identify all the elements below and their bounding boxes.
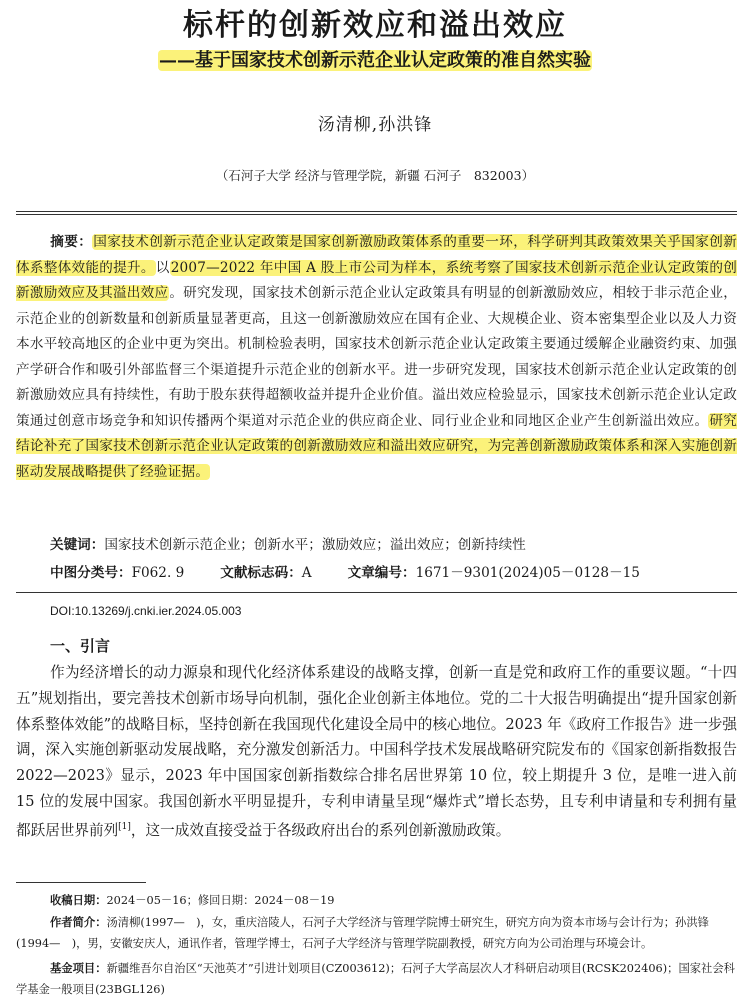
doccode-label: 文献标志码：	[220, 565, 302, 581]
intro-text: 作为经济增长的动力源泉和现代化经济体系建设的战略支撑，创新一直是党和政府工作的重要议题。“十四五”规划指出，要完善技术创新市场导向机制，强化企业创新主体地位。党的二十大报告明确提出“提升国家创新体系整体效能”的战略目标，坚持创新在我国现代化建设全局中的核心地位。2023 年《政府工作报告》进一步强调，深入实施创新驱动发展战略，充分激发创新活力。中国科学技术发展战略研究院发布的《国家创新指数报告 2022—2023》显示，2023 年中国国家创新指数综合排名居世界第 10 位，较上期提升 3 位，是唯一进入前 15 位的发展中国家。我国创新水平明显提升，专利申请量呈现“爆炸式”增长态势，且专利申请量和专利拥有量都跃居世界前列	[16, 664, 737, 839]
clc-label: 中图分类号：	[50, 565, 132, 581]
divider-bottom	[16, 592, 737, 593]
keywords	[50, 534, 740, 556]
affiliation: （石河子大学 经济与管理学院，新疆 石河子 832003）	[215, 168, 535, 183]
footnote-divider	[16, 882, 146, 883]
footnote-dates	[50, 890, 740, 911]
fund-label: 基金项目：	[50, 962, 107, 975]
paper-subtitle	[0, 48, 750, 74]
abstract	[16, 230, 737, 485]
classification-line	[50, 562, 740, 584]
dates-label: 收稿日期：	[50, 894, 107, 907]
abstract-text-1: 以	[155, 259, 170, 276]
authors: 汤清柳,孙洪锋	[317, 115, 433, 135]
fund-text: 新疆维吾尔自治区“天池英才”引进计划项目(CZ003612)；石河子大学高层次人才科研启动项目(RCSK202406)；国家社会科学基金一般项目(23BGL126)	[16, 962, 735, 996]
footnote-funding	[16, 958, 737, 1000]
keywords-text: 国家技术创新示范企业；创新水平；激励效应；溢出效应；创新持续性	[104, 537, 526, 553]
clc-value: F062. 9	[131, 565, 185, 581]
abstract-highlight-3: 研究结论补充了国家技术创新示范企业认定政策的创新激励效应和溢出效应研究，为完善创新激励政策体系和深入实施创新驱动发展战略提供了经验证据。	[16, 412, 738, 480]
article-number-label: 文章编号：	[347, 565, 416, 581]
doi: DOI:10.13269/j.cnki.ier.2024.05.003	[50, 604, 242, 618]
footnote-author-bio	[16, 912, 737, 954]
intro-text-2: ，这一成效直接受益于各级政府出台的系列创新激励政策。	[130, 821, 511, 839]
keywords-label: 关键词：	[50, 537, 105, 553]
abstract-label: 摘要：	[50, 234, 93, 250]
bio-label: 作者简介：	[50, 916, 107, 929]
bio-text: 汤清柳(1997— )，女，重庆涪陵人，石河子大学经济与管理学院博士研究生，研究方向为资本市场与会计行为；孙洪锋(1994— )，男，安徽安庆人，通讯作者，管理学博士，石河子大学经济与管理学院副教授，研究方向为公司治理与环境会计。	[16, 916, 709, 950]
divider-top	[16, 211, 737, 212]
intro-paragraph	[16, 660, 737, 843]
citation-ref: [1]	[118, 821, 131, 832]
abstract-body: 。研究发现，国家技术创新示范企业认定政策具有明显的创新激励效应，相较于非示范企业，示范企业的创新数量和创新质量显著更高，且这一创新激励效应在国有企业、大规模企业、资本密集型企业以及人力资本水平较高地区的企业中更为突出。机制检验表明，国家技术创新示范企业认定政策主要通过缓解企业融资约束、加强产学研合作和吸引外部监督三个渠道提升示范企业的创新水平。进一步研究发现，国家技术创新示范企业认定政策的创新激励效应具有持续性，有助于股东获得超额收益并提升企业价值。溢出效应检验显示，国家技术创新示范企业认定政策通过创意市场竞争和知识传播两个渠道对示范企业的供应商企业、同行业企业和同地区企业产生创新溢出效应。	[16, 285, 738, 429]
doccode-value: A	[301, 565, 312, 581]
paper-title: 标杆的创新效应和溢出效应	[183, 8, 567, 43]
dates-text: 2024－05－16；修回日期：2024－08－19	[106, 894, 335, 907]
abstract-highlight-2: 2007—2022 年中国 A 股上市公司为样本，系统考察了国家技术创新示范企业认定政策的创新激励效应及其溢出效应	[16, 259, 738, 301]
subtitle-text: ——基于国家技术创新示范企业认定政策的准自然实验	[159, 50, 591, 71]
article-number-value: 1671－9301(2024)05－0128－15	[415, 565, 640, 581]
abstract-highlight-1: 国家技术创新示范企业认定政策是国家创新激励政策体系的重要一环，科学研判其政策效果关乎国家创新体系整体效能的提升。	[16, 234, 737, 276]
divider-top-2	[16, 214, 737, 215]
section-heading: 一、引言	[50, 637, 111, 655]
